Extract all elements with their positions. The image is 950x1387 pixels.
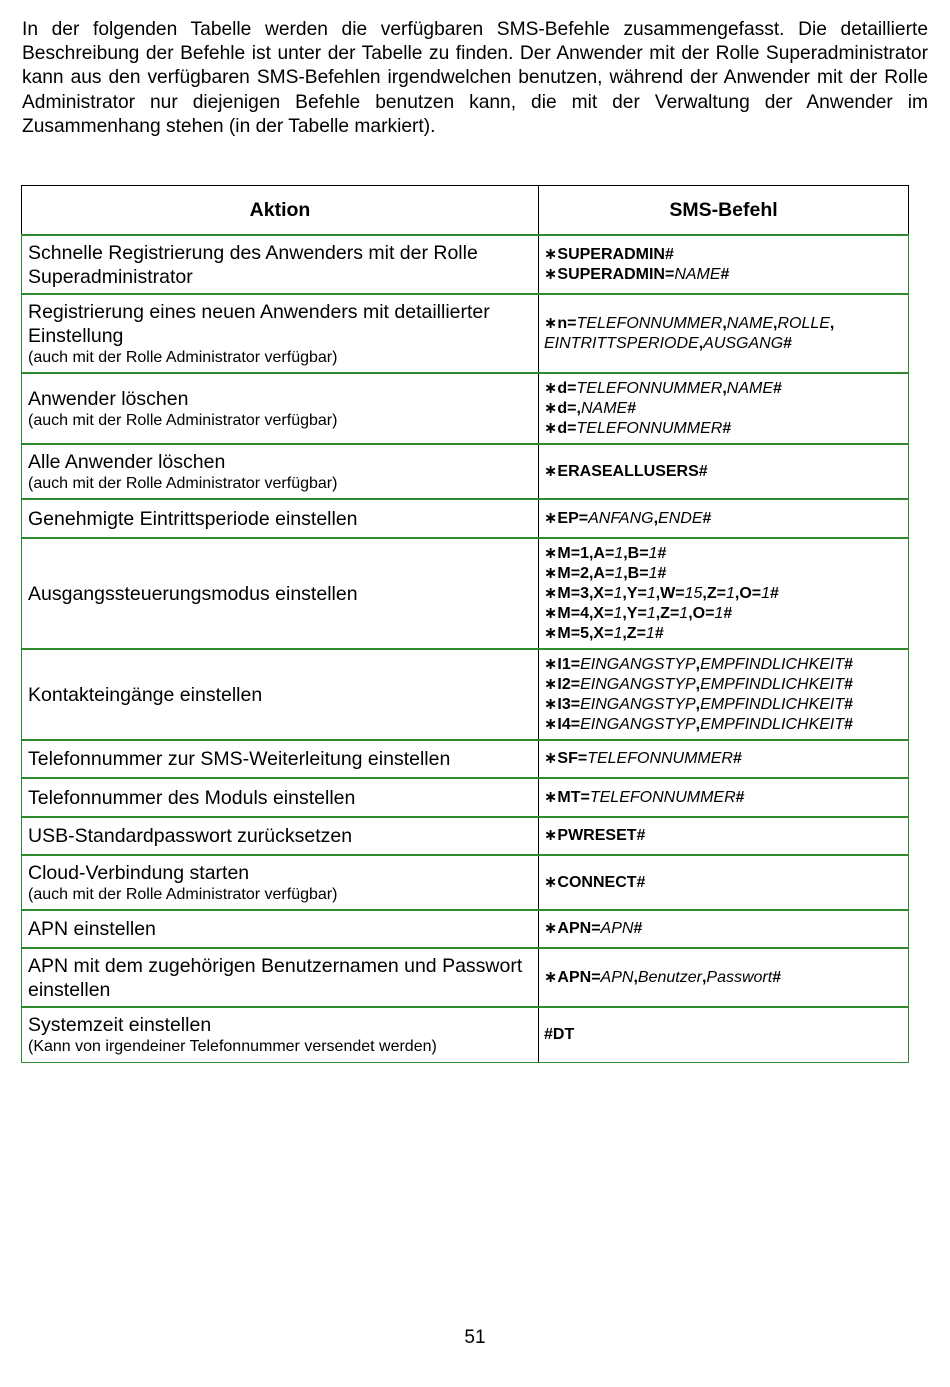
sms-keyword: ∗I2= (544, 675, 581, 693)
sms-command-cell (539, 817, 909, 855)
sms-command (544, 334, 902, 354)
sms-command (544, 399, 902, 419)
sms-keyword: , (695, 695, 701, 713)
action-cell (22, 373, 539, 444)
action-cell (22, 740, 539, 778)
sms-keyword: ∗I1= (544, 655, 581, 673)
action-label: APN mit dem zugehörigen Benutzernamen und Passwort einstellen (28, 954, 523, 1001)
sms-parameter: EMPFINDLICHKEIT (700, 695, 845, 713)
action-label: APN einstellen (28, 918, 156, 940)
action-label: Alle Anwender löschen (28, 450, 226, 473)
action-label: Systemzeit einstellen (28, 1013, 212, 1036)
sms-command-cell (539, 649, 909, 740)
sms-parameter: 1 (646, 584, 656, 602)
sms-command-cell (539, 373, 909, 444)
table-row (22, 499, 909, 538)
sms-parameter: 1 (725, 584, 735, 602)
sms-keyword: # (722, 419, 732, 437)
action-cell (22, 444, 539, 499)
sms-command-cell (539, 740, 909, 778)
sms-command (544, 655, 902, 675)
sms-parameter: 1 (614, 544, 624, 562)
sms-parameter: ROLLE (777, 314, 830, 332)
sms-keyword: ,B= (623, 564, 649, 582)
table-row (22, 817, 909, 855)
action-cell (22, 817, 539, 855)
sms-parameter: TELEFONNUMMER (589, 788, 736, 806)
action-label: Genehmigte Eintrittsperiode einstellen (28, 507, 358, 530)
action-note: (auch mit der Rolle Administrator verfügbar) (28, 348, 338, 366)
header-sms-command: SMS-Befehl (539, 186, 909, 236)
sms-keyword: , (722, 314, 727, 332)
sms-parameter: NAME (726, 379, 773, 397)
sms-command-cell (539, 855, 909, 910)
action-cell (22, 855, 539, 910)
sms-keyword: ∗APN= (544, 968, 601, 986)
sms-command (544, 379, 902, 399)
sms-keyword: # (702, 509, 712, 527)
sms-parameter: NAME (726, 314, 773, 332)
sms-command (544, 265, 902, 285)
sms-keyword: ,Z= (622, 624, 646, 642)
sms-keyword: ,O= (734, 584, 762, 602)
action-note: (auch mit der Rolle Administrator verfügbar) (28, 474, 338, 492)
sms-keyword: ∗d=, (544, 399, 581, 417)
action-note: (Kann von irgendeiner Telefonnummer versendet werden) (28, 1037, 437, 1055)
sms-parameter: 1 (761, 584, 771, 602)
sms-keyword: , (698, 334, 704, 352)
sms-keyword: # (723, 604, 733, 622)
sms-keyword: ,O= (688, 604, 715, 622)
action-label: Schnelle Registrierung des Anwenders mit der Rolle Superadministrator (28, 241, 478, 288)
sms-keyword: ∗I4= (544, 715, 581, 733)
sms-parameter: 1 (613, 604, 623, 622)
sms-parameter: 1 (645, 624, 655, 642)
table-row (22, 855, 909, 910)
sms-command (544, 675, 902, 695)
sms-command (544, 826, 902, 846)
sms-keyword: , (653, 509, 659, 527)
sms-parameter: Benutzer (637, 968, 702, 986)
table-header-row (22, 186, 909, 236)
action-note: (auch mit der Rolle Administrator verfügbar) (28, 885, 338, 903)
sms-command (544, 419, 902, 439)
sms-keyword: ,Y= (622, 604, 647, 622)
sms-command (544, 584, 902, 604)
sms-command (544, 873, 902, 893)
sms-command-table (21, 185, 909, 1063)
sms-keyword: ∗M=3,X= (544, 584, 614, 602)
action-cell (22, 778, 539, 817)
action-cell (22, 948, 539, 1007)
sms-keyword: ∗APN= (544, 920, 601, 937)
sms-keyword: ∗SUPERADMIN# (544, 245, 674, 263)
sms-command (544, 245, 902, 265)
action-cell (22, 499, 539, 538)
sms-parameter: EINGANGSTYP (580, 655, 696, 673)
sms-keyword: ∗ERASEALLUSERS# (544, 462, 708, 480)
sms-keyword: # (657, 564, 667, 582)
action-label: Kontakteingänge einstellen (28, 683, 263, 706)
sms-keyword: , (695, 655, 701, 673)
sms-parameter: EINGANGSTYP (580, 695, 696, 713)
sms-keyword: ∗CONNECT# (544, 873, 646, 891)
sms-parameter: NAME (580, 399, 628, 417)
sms-parameter: 1 (679, 604, 689, 622)
table-row (22, 444, 909, 499)
action-label: Registrierung eines neuen Anwenders mit detaillierter Einstellung (28, 300, 490, 347)
sms-command (544, 604, 902, 624)
table-row (22, 1007, 909, 1062)
sms-parameter: 1 (648, 544, 658, 562)
sms-keyword: ,W= (655, 584, 685, 602)
sms-keyword: ∗d= (544, 419, 577, 437)
sms-keyword: ∗n= (544, 314, 577, 332)
sms-parameter: EMPFINDLICHKEIT (700, 715, 845, 733)
sms-command-cell (539, 1007, 909, 1062)
sms-parameter: 1 (646, 604, 656, 622)
sms-command (544, 509, 902, 529)
sms-keyword: ∗EP= (544, 509, 589, 527)
action-cell (22, 649, 539, 740)
sms-keyword: ,Z= (702, 584, 726, 602)
sms-command (544, 968, 902, 988)
sms-keyword: , (829, 314, 835, 332)
sms-keyword: # (844, 715, 854, 733)
sms-keyword: # (654, 624, 664, 642)
sms-command (544, 462, 902, 482)
sms-keyword: ∗M=2,A= (544, 564, 615, 582)
sms-parameter: 1 (614, 564, 624, 582)
sms-command-cell (539, 294, 909, 373)
sms-command (544, 314, 902, 334)
sms-parameter: 1 (648, 564, 658, 582)
table-row (22, 778, 909, 817)
sms-keyword: # (844, 695, 854, 713)
action-label: Ausgangssteuerungsmodus einstellen (28, 582, 358, 605)
sms-parameter: Passwort (706, 968, 773, 986)
sms-parameter: TELEFONNUMMER (576, 379, 723, 397)
sms-keyword: # (732, 750, 742, 767)
action-cell (22, 538, 539, 649)
sms-keyword: ∗M=5,X= (544, 624, 614, 642)
sms-parameter: 1 (714, 604, 724, 622)
sms-command (544, 749, 902, 769)
sms-command-cell (539, 948, 909, 1007)
sms-keyword: ,B= (623, 544, 649, 562)
sms-parameter: NAME (674, 265, 721, 283)
sms-parameter: AUSGANG (703, 334, 784, 352)
sms-keyword: ∗d= (544, 379, 577, 397)
sms-parameter: ENDE (658, 509, 703, 527)
sms-command (544, 1025, 902, 1045)
sms-command (544, 624, 902, 644)
sms-keyword: # (720, 265, 730, 283)
sms-parameter: EINTRITTSPERIODE (544, 334, 699, 352)
sms-keyword: ∗I3= (544, 695, 581, 713)
sms-command (544, 695, 902, 715)
sms-parameter: ANFANG (588, 509, 654, 527)
table-row (22, 910, 909, 948)
sms-keyword: ∗SUPERADMIN= (544, 265, 675, 283)
sms-keyword: ,Z= (655, 604, 680, 622)
sms-keyword: , (633, 968, 638, 986)
table-row (22, 649, 909, 740)
sms-keyword: , (695, 715, 701, 733)
sms-parameter: APN (600, 968, 634, 986)
sms-parameter: EINGANGSTYP (580, 675, 696, 693)
sms-keyword: # (627, 399, 637, 417)
sms-keyword: ∗M=4,X= (544, 604, 614, 622)
sms-keyword: # (657, 544, 667, 562)
sms-parameter: EMPFINDLICHKEIT (700, 655, 845, 673)
sms-command (544, 919, 902, 939)
table-row (22, 373, 909, 444)
sms-keyword: # (772, 968, 782, 986)
sms-keyword: ∗PWRESET# (544, 827, 646, 844)
sms-keyword: # (844, 675, 854, 693)
sms-command (544, 788, 902, 808)
action-cell (22, 910, 539, 948)
sms-keyword: ∗MT= (544, 788, 590, 806)
sms-keyword: , (773, 314, 778, 332)
action-cell (22, 294, 539, 373)
sms-command-cell (539, 910, 909, 948)
intro-paragraph: In der folgenden Tabelle werden die verfügbaren SMS-Befehle zusammengefasst. Die detaillierte Beschreibung der Befehle ist unter der Tabelle zu finden. Der Anwender mit der Rolle Superadministrator kann aus den verfügbaren SMS-Befehlen irgendwelchen benutzen, während der Anwender mit der Rolle Administrator nur diejenigen Befehle benutzen kann, die mit der Verwaltung der Anwender im Zusammenhang stehen (in der Tabelle markiert). (22, 19, 928, 137)
table-row (22, 740, 909, 778)
sms-keyword: #DT (544, 1025, 575, 1043)
sms-parameter: 1 (613, 584, 623, 602)
action-label: Cloud-Verbindung starten (28, 861, 250, 884)
action-cell (22, 1007, 539, 1062)
sms-command-cell (539, 778, 909, 817)
sms-command (544, 564, 902, 584)
action-label: Telefonnummer des Moduls einstellen (28, 786, 356, 809)
sms-command (544, 544, 902, 564)
sms-keyword: , (701, 968, 707, 986)
action-label: USB-Standardpasswort zurücksetzen (28, 825, 353, 847)
page-number: 51 (464, 1327, 486, 1348)
header-action: Aktion (22, 186, 539, 236)
sms-keyword: , (695, 675, 701, 693)
action-label: Telefonnummer zur SMS-Weiterleitung einstellen (28, 748, 451, 770)
sms-parameter: APN (600, 920, 634, 937)
sms-command (544, 715, 902, 735)
sms-keyword: ∗M=1,A= (544, 544, 615, 562)
table-row (22, 294, 909, 373)
sms-parameter: TELEFONNUMMER (587, 750, 733, 767)
sms-keyword: # (844, 655, 854, 673)
sms-parameter: TELEFONNUMMER (576, 314, 723, 332)
sms-keyword: ,Y= (622, 584, 647, 602)
sms-parameter: TELEFONNUMMER (576, 419, 723, 437)
sms-command-cell (539, 235, 909, 294)
sms-parameter: EINGANGSTYP (580, 715, 696, 733)
action-label: Anwender löschen (28, 387, 189, 410)
table-row (22, 948, 909, 1007)
sms-keyword: # (735, 788, 745, 806)
sms-keyword: # (633, 920, 643, 937)
sms-keyword: ∗SF= (544, 750, 588, 767)
sms-command-cell (539, 538, 909, 649)
sms-command-cell (539, 444, 909, 499)
sms-parameter: 15 (684, 584, 703, 602)
sms-parameter: EMPFINDLICHKEIT (700, 675, 845, 693)
sms-keyword: # (770, 584, 779, 602)
table-row (22, 235, 909, 294)
sms-keyword: , (722, 379, 727, 397)
sms-parameter: 1 (613, 624, 623, 642)
sms-keyword: # (773, 379, 782, 397)
action-note: (auch mit der Rolle Administrator verfügbar) (28, 411, 338, 429)
sms-command-cell (539, 499, 909, 538)
action-cell (22, 235, 539, 294)
sms-keyword: # (783, 334, 793, 352)
table-row (22, 538, 909, 649)
